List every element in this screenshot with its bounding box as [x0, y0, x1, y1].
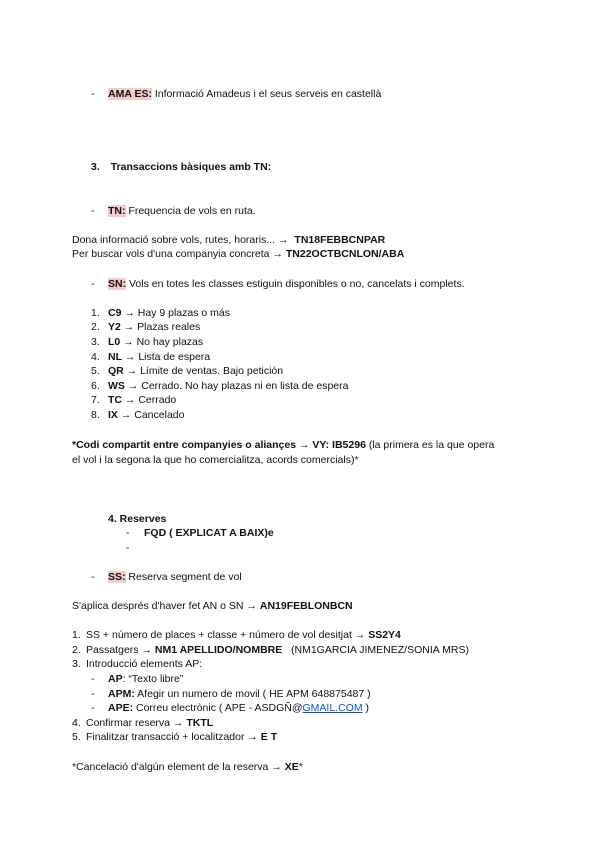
list-num: 2.: [91, 321, 100, 333]
step-3: [72, 658, 203, 671]
step-num: 1.: [72, 629, 81, 641]
ss-line: [108, 571, 242, 584]
tn-info-code1: TN18FEBBCNPAR: [294, 234, 386, 246]
class-code: QR: [108, 365, 124, 377]
tn-info-line1: [72, 234, 385, 247]
class-text: → Lista de espera: [122, 351, 211, 363]
class-code: NL: [108, 351, 122, 363]
list-num: 7.: [91, 394, 100, 406]
ss-after-code: AN19FEBLONBCN: [259, 600, 353, 612]
class-text: → Plazas reales: [120, 321, 201, 333]
step-5: [72, 731, 278, 744]
list-item: [91, 365, 284, 378]
sn-line: [108, 278, 465, 291]
tn-line: [108, 205, 256, 218]
class-text: → Cerrado. No hay plazas ni en lista de espera: [124, 380, 349, 392]
step-num: 5.: [72, 731, 81, 743]
step-code: SS2Y4: [368, 629, 401, 641]
section4-sub1: FQD ( EXPLICAT A BAIX)e: [144, 527, 274, 539]
class-code: Y2: [108, 321, 121, 333]
list-num: 5.: [91, 365, 100, 377]
class-code: C9: [108, 307, 122, 319]
class-text: → Cancelado: [117, 409, 185, 421]
class-text: → No hay plazas: [120, 336, 204, 348]
class-code: TC: [108, 394, 122, 406]
ap-item: [108, 673, 183, 686]
step-num: 3.: [72, 658, 81, 670]
class-text: → Hay 9 plazas o más: [121, 307, 230, 319]
cancel-tail: *: [298, 761, 303, 773]
bullet: -: [91, 88, 95, 100]
bullet: -: [91, 673, 95, 685]
section3-heading: [91, 161, 271, 174]
ss-after-text: S'aplica després d'haver fet AN o SN →: [72, 600, 260, 612]
list-item: [91, 307, 230, 320]
bullet: -: [91, 688, 95, 700]
list-num: 8.: [91, 409, 100, 421]
bullet: -: [91, 702, 95, 714]
amaes-text: Informació Amadeus i el seus serveis en castellà: [151, 88, 382, 100]
bullet: -: [126, 527, 130, 539]
ss-code: SS:: [108, 571, 126, 583]
step-rest: (NM1GARCIA JIMENEZ/SONIA MRS): [282, 644, 469, 656]
amaes-line: [108, 88, 381, 101]
bullet: -: [91, 278, 95, 290]
list-num: 3.: [91, 336, 100, 348]
sn-code: SN:: [108, 278, 127, 290]
ss-text: Reserva segment de vol: [125, 571, 242, 583]
bullet: -: [91, 571, 95, 583]
section3-title: Transaccions bàsiques amb TN:: [110, 161, 272, 173]
codeshare-line1: [72, 439, 494, 452]
class-code: WS: [108, 380, 125, 392]
step-text: Passatgers →: [86, 644, 155, 656]
step-text: Confirmar reserva →: [86, 717, 187, 729]
sn-text: Vols en totes les classes estiguin disponibles o no, cancelats i complets.: [126, 278, 465, 290]
tn-code: TN:: [108, 205, 126, 217]
email-link[interactable]: GMAIL.COM: [302, 702, 363, 714]
tn-info-code2: TN22OCTBCNLON/ABA: [285, 248, 405, 260]
list-num: 1.: [91, 307, 100, 319]
class-text: → Cerrado: [122, 394, 177, 406]
list-num: 4.: [91, 351, 100, 363]
step-text: Introducció elements AP:: [86, 658, 203, 670]
tn-info-text1: Dona informació sobre vols, rutes, horaris... →: [72, 234, 292, 246]
step-4: [72, 717, 214, 730]
tn-info-line2: [72, 248, 404, 261]
codeshare-rest: (la primera es la que opera: [365, 439, 495, 451]
ap-item: [108, 702, 369, 715]
ap-text: : “Texto libre”: [122, 673, 184, 685]
codeshare-line2: el vol i la segona la que ho comercialitza, acords comercials)*: [72, 454, 359, 466]
codeshare-bold: *Codi compartit entre companyies o aliançes → VY: IB5296: [72, 439, 366, 451]
step-text: Finalitzar transacció + localitzador →: [86, 731, 261, 743]
list-item: [91, 321, 201, 334]
list-item: [91, 409, 185, 422]
ap-code: APE:: [108, 702, 134, 714]
ap-item: [108, 688, 371, 701]
ss-after-line: [72, 600, 353, 613]
tn-text: Frequencia de vols en ruta.: [125, 205, 256, 217]
ap-code: APM:: [108, 688, 135, 700]
tn-info-text2: Per buscar vols d'una companyia concreta →: [72, 248, 286, 260]
step-1: [72, 629, 401, 642]
step-code: E T: [260, 731, 278, 743]
cancel-code: XE: [284, 761, 299, 773]
bullet: -: [126, 542, 130, 554]
cancel-text: *Cancelació d'algún element de la reserva →: [72, 761, 285, 773]
step-2: [72, 644, 469, 657]
step-code: TKTL: [186, 717, 214, 729]
class-code: L0: [108, 336, 121, 348]
list-num: 6.: [91, 380, 100, 392]
step-text: SS + número de places + classe + número de vol desitjat →: [86, 629, 369, 641]
class-code: IX: [108, 409, 118, 421]
bullet: -: [91, 205, 95, 217]
section4-heading: 4. Reserves: [108, 513, 167, 525]
cancel-note: [72, 761, 303, 774]
list-item: [91, 351, 211, 364]
ap-text: Correu electrònic ( APE - ASDGÑ@: [133, 702, 303, 714]
section3-num: 3.: [91, 161, 100, 173]
list-item: [91, 336, 204, 349]
step-code: NM1 APELLIDO/NOMBRE: [154, 644, 283, 656]
step-num: 2.: [72, 644, 81, 656]
list-item: [91, 394, 177, 407]
class-text: → Límite de ventas. Bajo petición: [123, 365, 284, 377]
step-num: 4.: [72, 717, 81, 729]
list-item: [91, 380, 349, 393]
ap-tail: ): [362, 702, 369, 714]
amaes-code: AMA ES:: [108, 88, 152, 100]
ap-code: AP: [108, 673, 123, 685]
ap-text: Afegir un numero de movil ( HE APM 648875487 ): [134, 688, 371, 700]
